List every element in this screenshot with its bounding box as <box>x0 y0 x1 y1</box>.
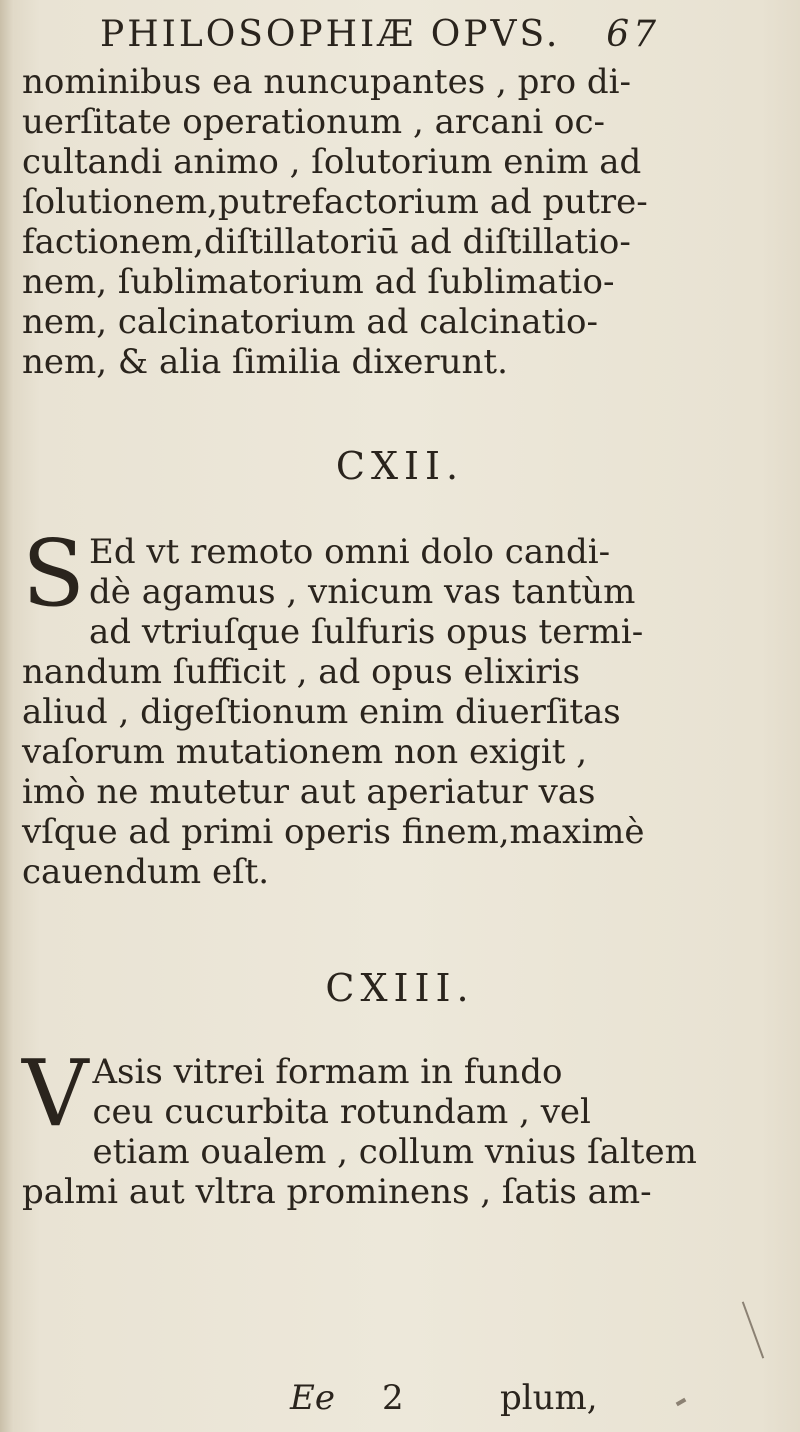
text-line: Ed vt remoto omni dolo candi- <box>89 532 611 572</box>
signature-number: 2 <box>382 1378 404 1418</box>
running-header <box>100 14 660 54</box>
section-heading-cxiii: CXIII. <box>325 966 475 1010</box>
text-line: uerſitate operationum , arcani oc- <box>22 102 606 142</box>
text-line: nem, & alia ſimilia dixerunt. <box>22 342 508 382</box>
page-gutter <box>0 0 14 1432</box>
text-line: dè agamus , vnicum vas tantùm <box>89 572 636 612</box>
page-number: 67 <box>606 14 660 55</box>
text-line: ceu cucurbita rotundam , vel <box>92 1092 591 1132</box>
section-cxii-body <box>22 520 645 892</box>
text-line: cauendum eſt. <box>22 852 270 892</box>
text-line: vſque ad primi operis finem,maximè <box>22 812 645 852</box>
paragraph-continuation <box>22 62 648 382</box>
catchword: plum, <box>500 1378 598 1418</box>
ink-stray-mark <box>676 1398 687 1406</box>
text-line: vaſorum mutationem non exigit , <box>22 732 588 772</box>
drop-cap: S <box>22 520 86 627</box>
text-line: nominibus ea nuncupantes , pro di- <box>22 62 632 102</box>
signature-mark: Ee <box>290 1378 335 1418</box>
text-line: etiam oualem , collum vnius ſaltem <box>92 1132 697 1172</box>
drop-cap: V <box>22 1040 89 1147</box>
section-cxiii-body <box>22 1040 697 1212</box>
text-line: aliud , digeſtionum enim diuerſitas <box>22 692 621 732</box>
text-line: ſolutionem,putrefactorium ad putre- <box>22 182 648 222</box>
text-line: cultandi animo , ſolutorium enim ad <box>22 142 642 182</box>
section-heading-cxii: CXII. <box>335 444 465 488</box>
text-line: factionem,diſtillatoriū ad diſtillatio- <box>22 222 631 262</box>
text-line: nem, calcinatorium ad calcinatio- <box>22 302 598 342</box>
text-line: nandum ſufficit , ad opus elixiris <box>22 652 581 692</box>
text-line: ad vtriuſque ſulfuris opus termi- <box>89 612 644 652</box>
running-title: PHILOSOPHIÆ OPVS. <box>100 14 561 55</box>
text-line: Asis vitrei formam in fundo <box>92 1052 563 1092</box>
text-line: palmi aut vltra prominens , ſatis am- <box>22 1172 652 1212</box>
ink-stray-mark <box>742 1301 764 1358</box>
text-line: imò ne mutetur aut aperiatur vas <box>22 772 596 812</box>
text-line: nem, ſublimatorium ad ſublimatio- <box>22 262 615 302</box>
